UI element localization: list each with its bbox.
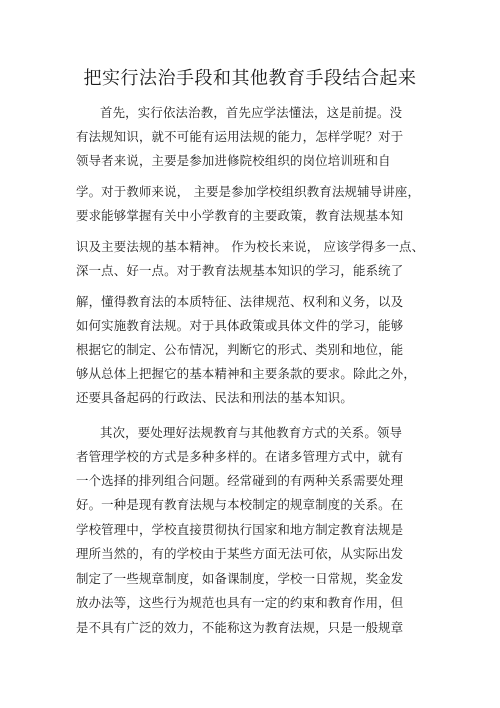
paragraph-line: 领导者来说，主要是参加进修院校组织的岗位培训班和自 [76,153,391,168]
paragraph-line: 制定了一些规章制度，如备课制度，学校一日常规，奖金发 [76,571,404,586]
paragraph-line: 识及主要法规的基本精神。 作为校长来说， 应该学得多一点、 [76,239,425,254]
paragraph-line: 还要具备起码的行政法、民法和刑法的基本知识。 [76,390,353,405]
paragraph-line: 者管理学校的方式是多种多样的。在诸多管理方式中，就有 [76,449,404,464]
paragraph-line: 要求能够掌握有关中小学教育的主要政策，教育法规基本知 [76,208,404,223]
paragraph-line: 其次，要处理好法规教育与其他教育方式的关系。领导 [100,425,403,440]
paragraph-line: 如何实施教育法规。对于具体政策或具体文件的学习，能够 [76,318,404,333]
paragraph-line: 一个选择的排列组合问题。经常碰到的有两种关系需要处理 [76,473,404,488]
paragraph-line: 根据它的制定、公布情况，判断它的形式、类别和地位，能 [76,342,404,357]
paragraph-line: 有法规知识，就不可能有运用法规的能力，怎样学呢？对于 [76,129,404,144]
paragraph-line: 深一点、好一点。对于教育法规基本知识的学习，能系统了 [76,263,404,278]
paragraph-line: 够从总体上把握它的基本精神和主要条款的要求。除此之外， [76,366,416,381]
paragraph-line: 学。对于教师来说， 主要是参加学校组织教育法规辅导讲座， [76,184,421,199]
paragraph-line: 是不具有广泛的效力，不能称这为教育法规，只是一般规章 [76,620,404,635]
paragraph-line: 放办法等，这些行为规范也具有一定的约束和教育作用，但 [76,595,404,610]
paragraph-line: 学校管理中，学校直接贯彻执行国家和地方制定教育法规是 [76,522,404,537]
paragraph-line: 首先，实行依法治教，首先应学法懂法，这是前提。没 [100,105,403,120]
paragraph-line: 理所当然的，有的学校由于某些方面无法可依，从实际出发 [76,546,404,561]
document-title: 把实行法治手段和其他教育手段结合起来 [83,68,417,89]
paragraph-line: 解，懂得教育法的本质特征、法律规范、权利和义务，以及 [76,294,404,309]
paragraph-line: 好。一种是现有教育法规与本校制定的规章制度的关系。在 [76,497,404,512]
